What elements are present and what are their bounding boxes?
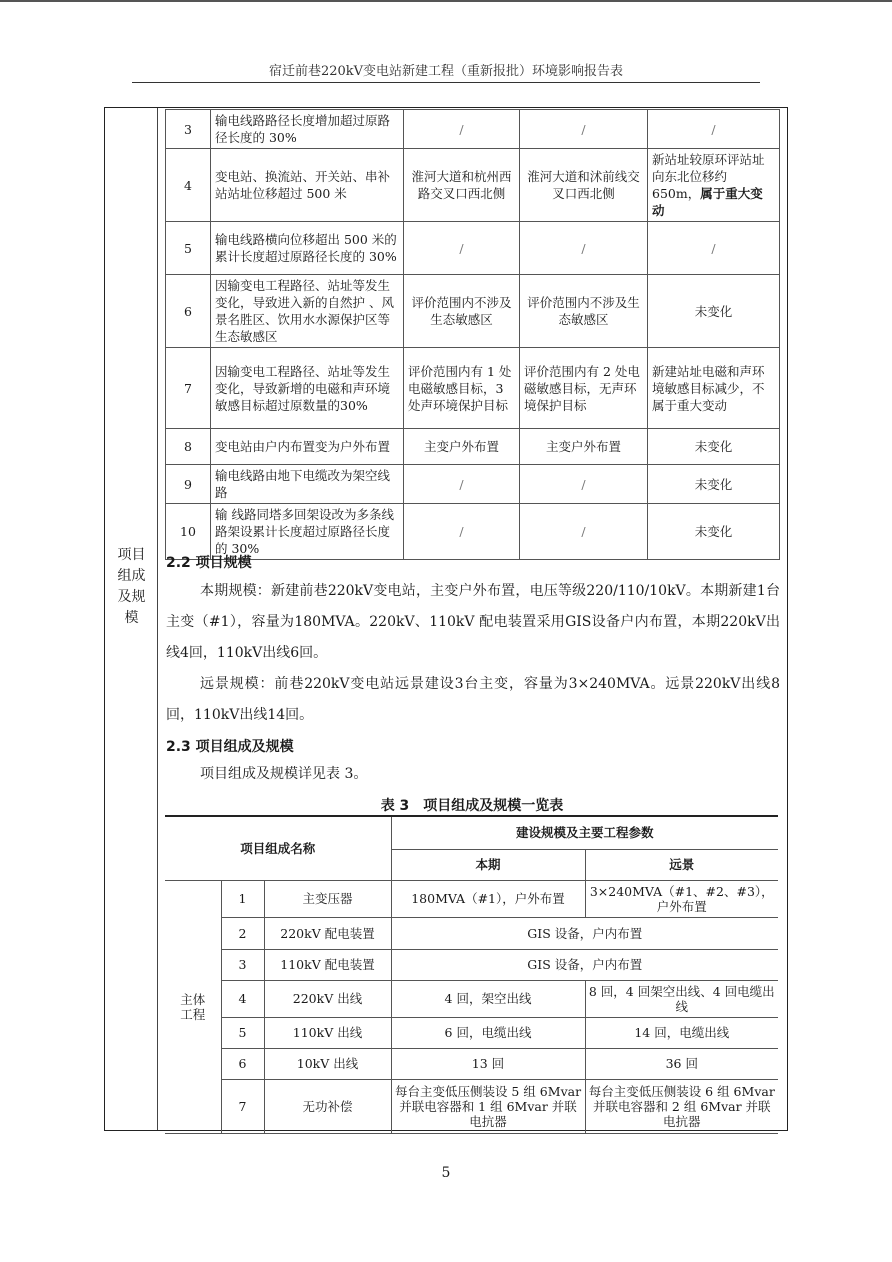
row-current: 4 回，架空出线 [391, 980, 585, 1017]
row-description: 输电线路路径长度增加超过原路径长度的 30% [211, 110, 404, 149]
cell-new: 评价范围内不涉及生态敏感区 [520, 275, 648, 348]
row-number: 7 [166, 348, 211, 429]
row-description: 输电线路由地下电缆改为架空线路 [211, 465, 404, 504]
row-future: 36 回 [585, 1048, 778, 1079]
cell-conclusion: 未变化 [648, 504, 780, 560]
row-description: 因输变电工程路径、站址等发生变化，导致进入新的自然护 、风景名胜区、饮用水水源保护区等生态敏感区 [211, 275, 404, 348]
row-number: 8 [166, 429, 211, 465]
cell-conclusion: / [648, 222, 780, 275]
row-number: 6 [221, 1048, 264, 1079]
row-number: 3 [166, 110, 211, 149]
paragraph-current-scale: 本期规模：新建前巷220kV变电站，主变户外布置，电压等级220/110/10kV。本期新建1台主变（#1），容量为180MVA。220kV、110kV 配电装置采用GIS设备户内布置，本期220kV出线4回，110kV出线6回。 [166, 583, 780, 661]
cell-conclusion [648, 149, 780, 222]
row-name: 220kV 配电装置 [264, 917, 391, 949]
row-description: 输电线路横向位移超出 500 米的累计长度超过原路径长度的 30% [211, 222, 404, 275]
conclusion-emphasis: 属于重大变动 [652, 186, 763, 218]
header-project-name: 项目组成名称 [165, 816, 391, 880]
header-current: 本期 [391, 849, 585, 880]
row-number: 9 [166, 465, 211, 504]
row-number: 3 [221, 949, 264, 980]
cell-conclusion: 未变化 [648, 465, 780, 504]
cell-new: / [520, 110, 648, 149]
table-row [166, 504, 780, 560]
row-number: 7 [221, 1079, 264, 1133]
paragraph-table-reference: 项目组成及规模详见表 3。 [200, 766, 368, 782]
row-number: 10 [166, 504, 211, 560]
table-row [166, 222, 780, 275]
cell-conclusion: 新建站址电磁和声环境敏感目标减少，不属于重大变动 [648, 348, 780, 429]
top-border-line [0, 0, 892, 2]
header-parameters: 建设规模及主要工程参数 [391, 816, 778, 849]
row-merged-value: GIS 设备，户内布置 [391, 917, 778, 949]
header-future: 远景 [585, 849, 778, 880]
section-heading-2-3: 2.3 项目组成及规模 [166, 739, 294, 755]
row-description: 因输变电工程路径、站址等发生变化，导致新增的电磁和声环境敏感目标超过原数量的30% [211, 348, 404, 429]
change-comparison-table [165, 109, 780, 560]
row-current: 每台主变低压侧装设 5 组 6Mvar 并联电容器和 1 组 6Mvar 并联电抗器 [391, 1079, 585, 1133]
table-row [165, 880, 778, 917]
group-main-works [165, 880, 221, 1133]
cell-conclusion: / [648, 110, 780, 149]
row-merged-value: GIS 设备，户内布置 [391, 949, 778, 980]
row-number: 2 [221, 917, 264, 949]
cell-new: / [520, 465, 648, 504]
header-rule [132, 82, 760, 83]
row-number: 5 [166, 222, 211, 275]
table-row [165, 949, 778, 980]
table-row [165, 1017, 778, 1048]
row-future: 每台主变低压侧装设 6 组 6Mvar 并联电容器和 2 组 6Mvar 并联电抗器 [585, 1079, 778, 1133]
cell-original: 主变户外布置 [404, 429, 520, 465]
cell-original: / [404, 504, 520, 560]
table-row [166, 275, 780, 348]
page-header-title: 宿迁前巷220kV变电站新建工程（重新报批）环境影响报告表 [268, 64, 624, 79]
row-future: 8 回，4 回架空出线、4 回电缆出线 [585, 980, 778, 1017]
row-description: 变电站由户内布置变为户外布置 [211, 429, 404, 465]
cell-new: 淮河大道和沭前线交叉口西北侧 [520, 149, 648, 222]
table-row [165, 980, 778, 1017]
row-number: 5 [221, 1017, 264, 1048]
left-label: 项目 组成 及规 模 [117, 547, 146, 626]
cell-original: 评价范围内不涉及生态敏感区 [404, 275, 520, 348]
left-label-column [105, 108, 158, 1130]
cell-conclusion: 未变化 [648, 275, 780, 348]
project-composition-table [165, 815, 778, 1134]
row-name: 110kV 出线 [264, 1017, 391, 1048]
cell-original: 淮河大道和杭州西路交叉口西北侧 [404, 149, 520, 222]
cell-original: 评价范围内有 1 处电磁敏感目标，3 处声环境保护目标 [404, 348, 520, 429]
table-row [166, 465, 780, 504]
row-number: 6 [166, 275, 211, 348]
conclusion-text: 新站址较原环评站址向东北位移约650m， [652, 152, 765, 201]
table-row [166, 348, 780, 429]
cell-original: / [404, 222, 520, 275]
row-name: 110kV 配电装置 [264, 949, 391, 980]
row-description: 输 线路同塔多回架设改为多条线路架设累计长度超过原路径长度的 30% [211, 504, 404, 560]
cell-original: / [404, 110, 520, 149]
row-future: 14 回，电缆出线 [585, 1017, 778, 1048]
table-row [165, 1048, 778, 1079]
row-current: 6 回，电缆出线 [391, 1017, 585, 1048]
cell-new: 评价范围内有 2 处电磁敏感目标，无声环境保护目标 [520, 348, 648, 429]
row-current: 180MVA（#1），户外布置 [391, 880, 585, 917]
section-heading-2-2: 2.2 项目规模 [166, 555, 252, 571]
cell-new: / [520, 504, 648, 560]
row-current: 13 回 [391, 1048, 585, 1079]
row-name: 主变压器 [264, 880, 391, 917]
row-number: 4 [221, 980, 264, 1017]
table-row [166, 149, 780, 222]
row-description: 变电站、换流站、开关站、串补站站址位移超过 500 米 [211, 149, 404, 222]
paragraph-future-scale: 远景规模：前巷220kV变电站远景建设3台主变，容量为3×240MVA。远景220kV出线8回，110kV出线14回。 [166, 676, 780, 723]
table3-caption: 表 3 项目组成及规模一览表 [380, 798, 564, 814]
cell-new: / [520, 222, 648, 275]
table-header-row [165, 816, 778, 849]
table-row [166, 110, 780, 149]
cell-original: / [404, 465, 520, 504]
table-row [165, 1079, 778, 1133]
row-future: 3×240MVA（#1、#2、#3），户外布置 [585, 880, 778, 917]
row-name: 无功补偿 [264, 1079, 391, 1133]
page-number: 5 [441, 1165, 451, 1181]
row-name: 10kV 出线 [264, 1048, 391, 1079]
group-label: 主体 工程 [180, 991, 206, 1022]
cell-conclusion: 未变化 [648, 429, 780, 465]
row-number: 1 [221, 880, 264, 917]
row-name: 220kV 出线 [264, 980, 391, 1017]
table-row [166, 429, 780, 465]
row-number: 4 [166, 149, 211, 222]
table-row [165, 917, 778, 949]
cell-new: 主变户外布置 [520, 429, 648, 465]
